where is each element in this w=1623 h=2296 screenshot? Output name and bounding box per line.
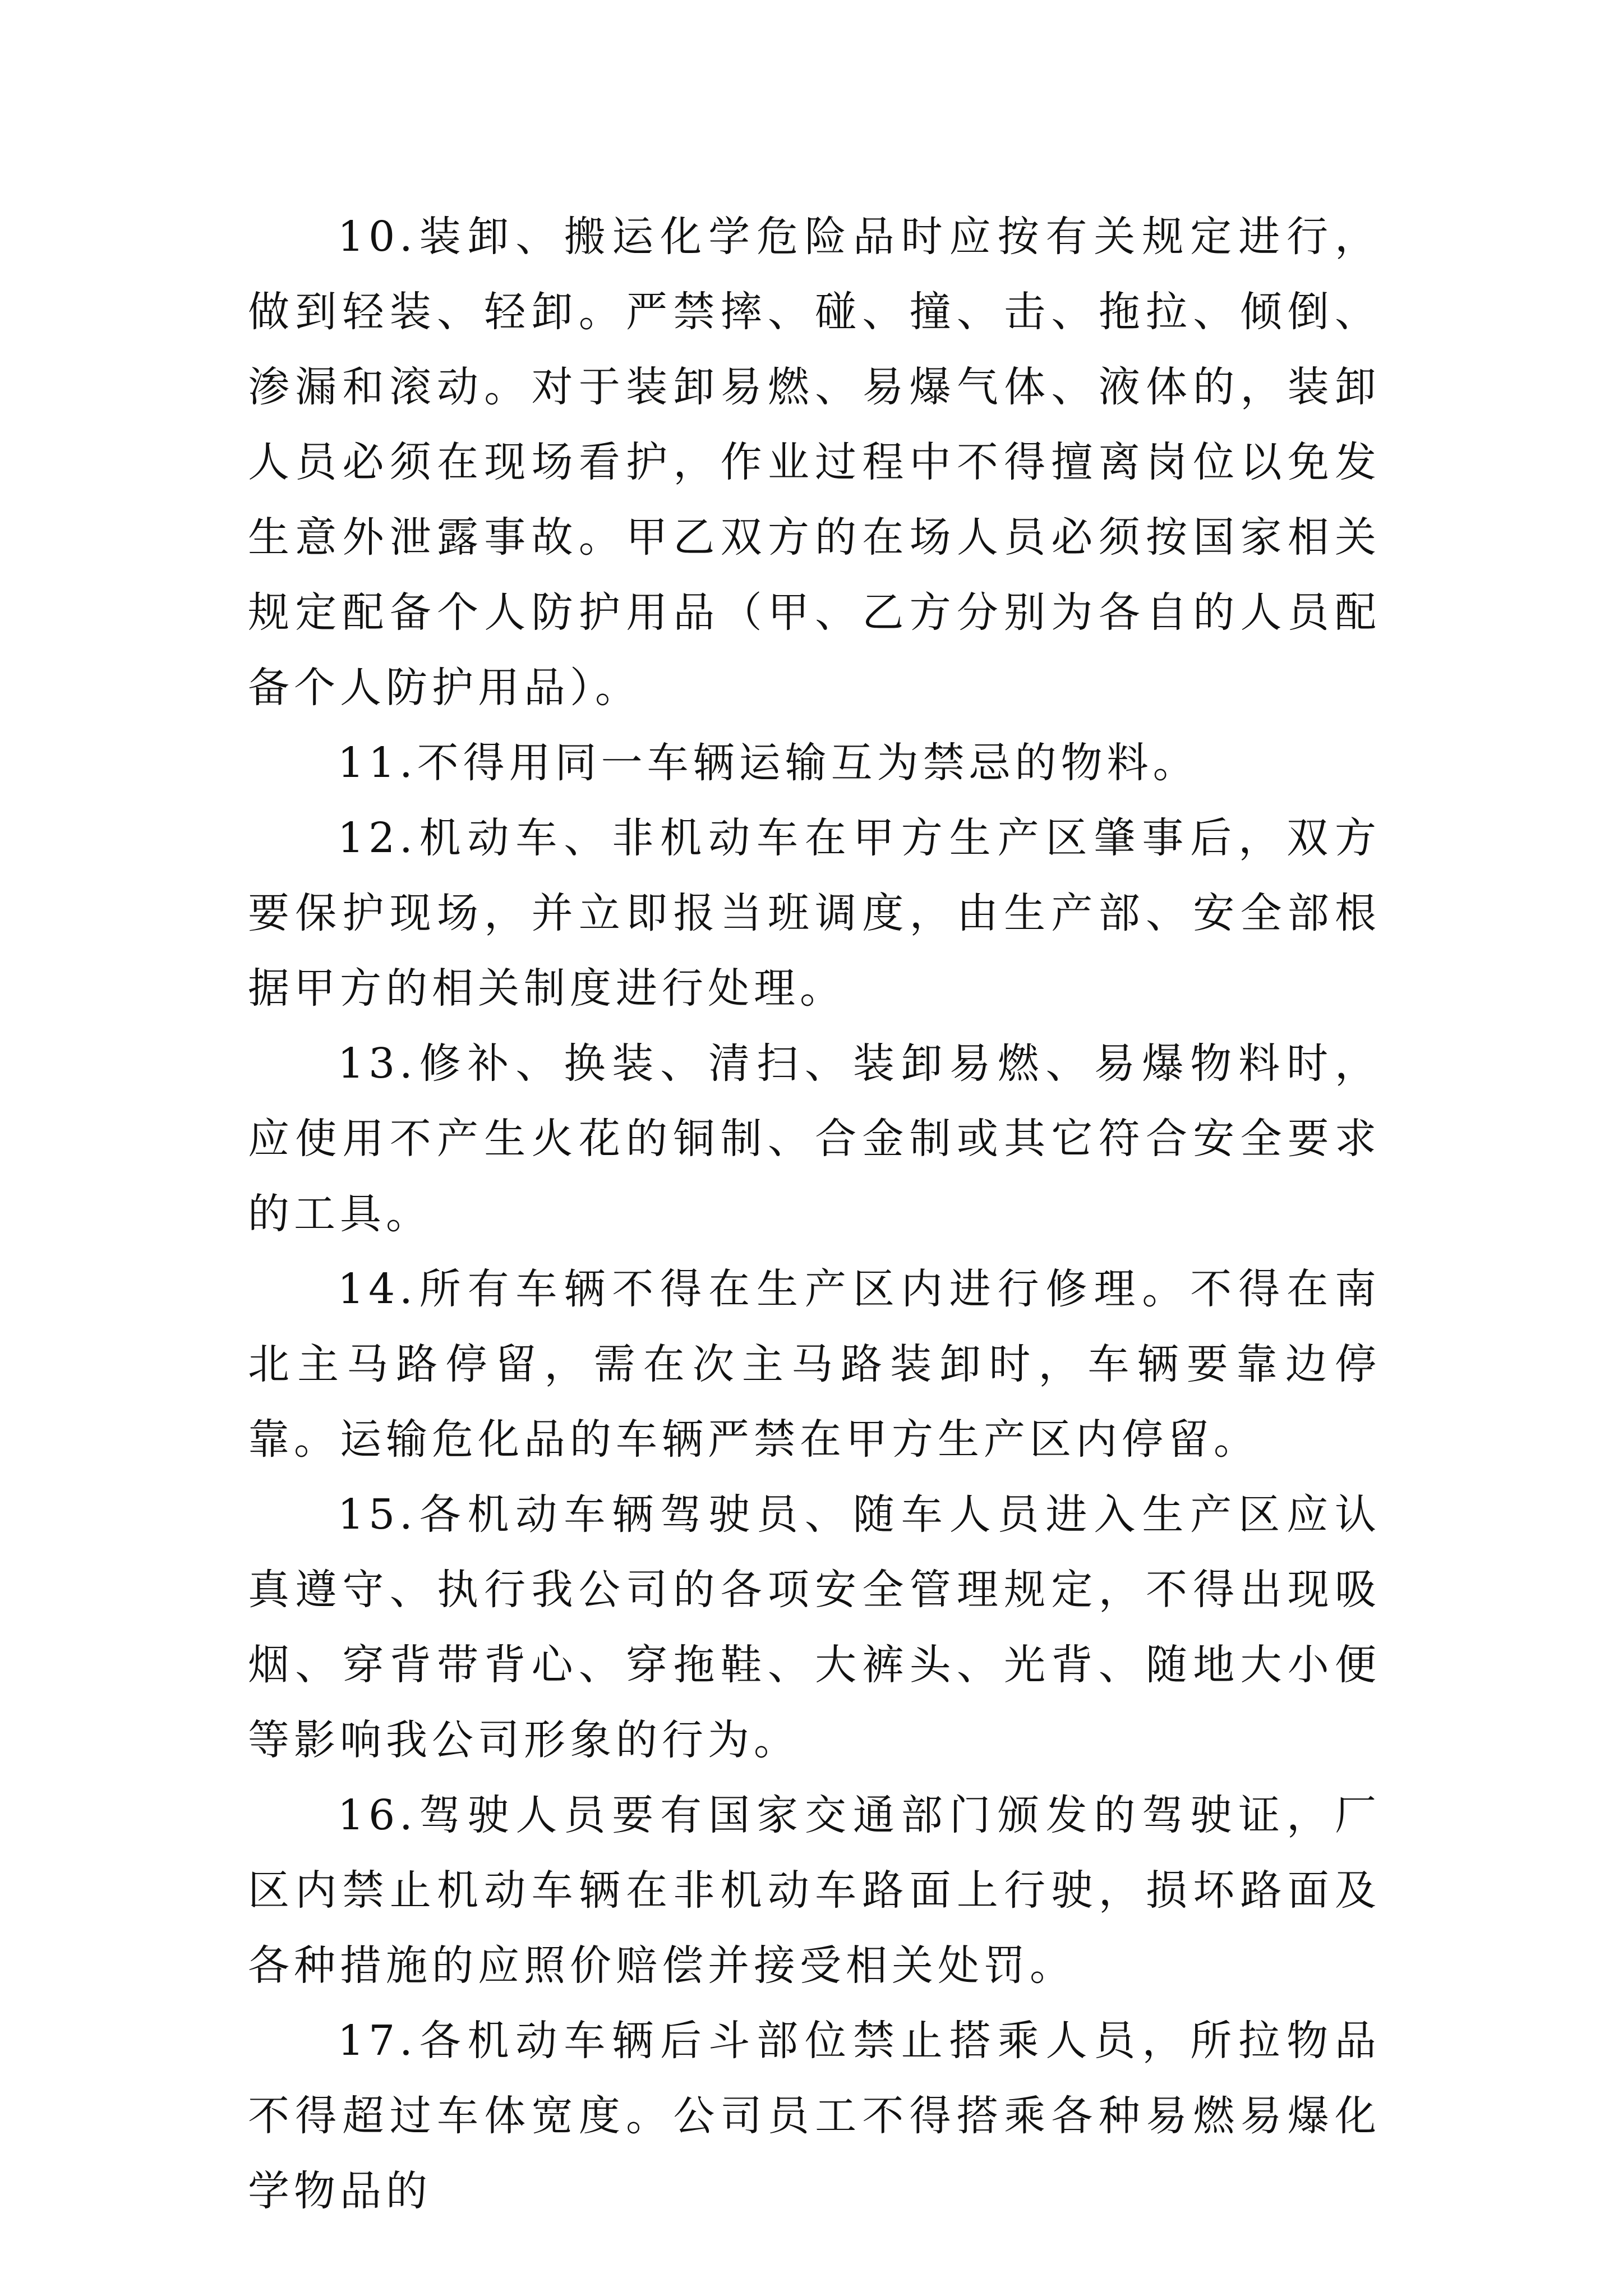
paragraph-15: 15.各机动车辆驾驶员、随车人员进入生产区应认真遵守、执行我公司的各项安全管理规定，不得出现吸烟、穿背带背心、穿拖鞋、大裤头、光背、随地大小便等影响我公司形象的行为。 (248, 1490, 1381, 1764)
paragraph-12: 12.机动车、非机动车在甲方生产区肇事后，双方要保护现场，并立即报当班调度，由生产部、安全部根据甲方的相关制度进行处理。 (248, 814, 1381, 1013)
paragraph-17: 17.各机动车辆后斗部位禁止搭乘人员，所拉物品不得超过车体宽度。公司员工不得搭乘各种易燃易爆化学物品的 (248, 2017, 1381, 2215)
paragraph-11: 11.不得用同一车辆运输互为禁忌的物料。 (338, 739, 1199, 787)
paragraph-14: 14.所有车辆不得在生产区内进行修理。不得在南北主马路停留，需在次主马路装卸时，车辆要靠边停靠。运输危化品的车辆严禁在甲方生产区内停留。 (248, 1265, 1381, 1464)
paragraph-10: 10.装卸、搬运化学危险品时应按有关规定进行，做到轻装、轻卸。严禁摔、碰、撞、击、拖拉、倾倒、渗漏和滚动。对于装卸易燃、易爆气体、液体的，装卸人员必须在现场看护，作业过程中不得擅离岗位以免发生意外泄露事故。甲乙双方的在场人员必须按国家相关规定配备个人防护用品（甲、乙方分别为各自的人员配备个人防护用品）。 (248, 213, 1381, 712)
paragraph-16: 16.驾驶人员要有国家交通部门颁发的驾驶证，厂区内禁止机动车辆在非机动车路面上行驶，损坏路面及各种措施的应照价赔偿并接受相关处罚。 (248, 1791, 1381, 1990)
paragraph-13: 13.修补、换装、清扫、装卸易燃、易爆物料时，应使用不产生火花的铜制、合金制或其它符合安全要求的工具。 (248, 1039, 1381, 1238)
document-body (248, 199, 1381, 2229)
